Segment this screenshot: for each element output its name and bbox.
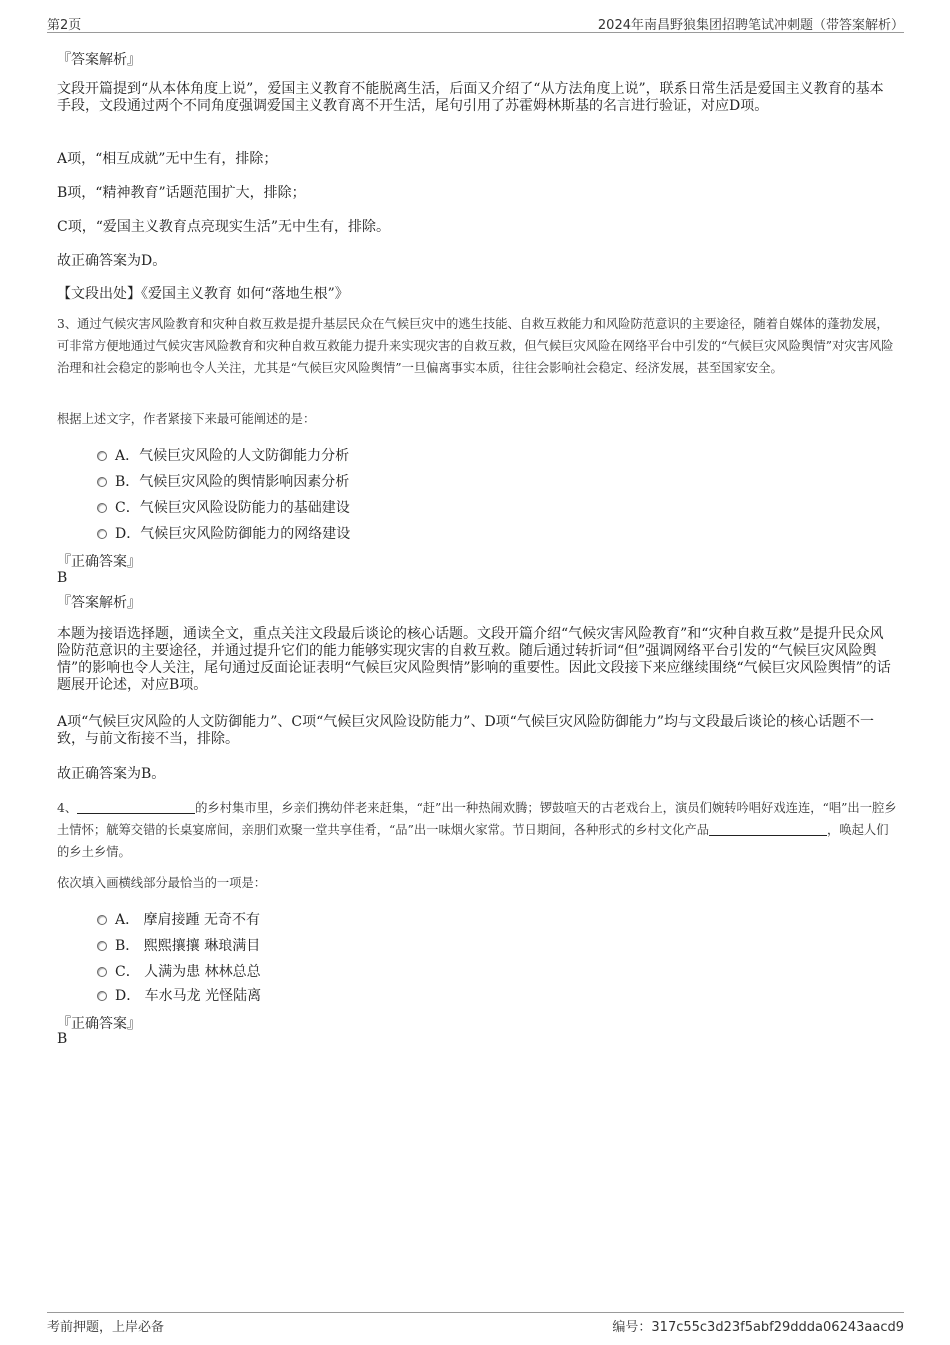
option-label: C．气候巨灾风险设防能力的基础建设 [115,500,350,516]
option-label: B．气候巨灾风险的舆情影响因素分析 [115,474,350,490]
q3-option-d[interactable] [97,523,350,543]
q2-option-b-note: B项，“精神教育”话题范围扩大，排除； [57,185,306,201]
radio-button[interactable] [97,941,107,951]
q2-conclusion: 故正确答案为D。 [57,253,167,269]
radio-button[interactable] [97,529,107,539]
q3-option-c[interactable] [97,497,350,517]
q3-other-options-note: A项“气候巨灾风险的人文防御能力”、C项“气候巨灾风险设防能力”、D项“气候巨灾风险防御能力”均与文段最后谈论的核心话题不一致，与前文衔接不当，排除。 [57,714,874,747]
q4-number: 4、 [57,801,78,815]
q2-source: 【文段出处】《爱国主义教育 如何“落地生根”》 [57,286,349,302]
radio-button[interactable] [97,477,107,487]
q4-option-d[interactable] [97,985,261,1005]
q4-stem-part1: 的乡村集市里，乡亲们携幼伴老来赶集，“赶”出一种热闹欢腾；锣鼓喧天的古老戏台上，演员们婉转吟唱好戏连连，“唱”出一腔乡土情怀；觥筹交错的长桌宴席间，亲朋们欢聚一堂共享佳肴，“品”出一味烟火家常。节日期间，各种形式的乡村文化产品 [57,801,897,837]
fill-blank-1 [77,800,195,814]
page-footer [47,1312,904,1335]
q3-option-a[interactable] [97,445,349,465]
q4-option-b[interactable] [97,935,260,955]
q4-stem-part2: ，唤起人们的乡土乡情。 [57,823,889,859]
q3-stem: 3、通过气候灾害风险教育和灾种自救互救是提升基层民众在气候巨灾中的逃生技能、自救互救能力和风险防范意识的主要途径，随着自媒体的蓬勃发展，可非常方便地通过气候灾害风险教育和灾种自救互救能力提升来实现灾害的自救互救，但气候巨灾风险在网络平台中引发的“气候巨灾风险舆情”对灾害风险治理和社会稳定的影响也令人关注，尤其是“气候巨灾风险舆情”一旦偏离事实本质，往往会影响社会稳定、经济发展，甚至国家安全。 [57,317,894,375]
radio-button[interactable] [97,451,107,461]
q3-conclusion: 故正确答案为B。 [57,766,166,782]
q2-analysis-label: 『答案解析』 [57,52,141,68]
document-serial: 编号：317c55c3d23f5abf29ddda06243aacd9 [612,1320,904,1335]
option-label: C． 人满为患 林林总总 [115,964,261,980]
page-number: 第2页 [47,18,82,33]
q3-answer-label: 『正确答案』 [57,554,141,570]
q2-option-c-note: C项，“爱国主义教育点亮现实生活”无中生有，排除。 [57,219,391,235]
radio-button[interactable] [97,503,107,513]
q4-answer: B [57,1031,68,1047]
q4-prompt: 依次填入画横线部分最恰当的一项是： [57,876,267,890]
option-label: D． 车水马龙 光怪陆离 [115,988,262,1004]
q4-option-c[interactable] [97,961,261,981]
q4-answer-label: 『正确答案』 [57,1016,141,1032]
q3-analysis-label: 『答案解析』 [57,595,141,611]
radio-button[interactable] [97,915,107,925]
footer-slogan: 考前押题，上岸必备 [47,1320,165,1335]
option-label: A． 摩肩接踵 无奇不有 [115,912,261,928]
q2-analysis-text: 文段开篇提到“从本体角度上说”，爱国主义教育不能脱离生活，后面又介绍了“从方法角度上说”，联系日常生活是爱国主义教育的基本手段，文段通过两个不同角度强调爱国主义教育离不开生活，尾句引用了苏霍姆林斯基的名言进行验证，对应D项。 [57,81,884,114]
radio-button[interactable] [97,967,107,977]
option-label: A．气候巨灾风险的人文防御能力分析 [115,448,350,464]
fill-blank-2 [709,822,827,836]
q3-answer: B [57,570,68,586]
option-label: D．气候巨灾风险防御能力的网络建设 [115,526,351,542]
q3-prompt: 根据上述文字，作者紧接下来最可能阐述的是： [57,412,316,426]
option-label: B． 熙熙攘攘 琳琅满目 [115,938,261,954]
q3-option-b[interactable] [97,471,349,491]
page-header [47,12,904,33]
q4-stem [57,797,897,863]
document-title: 2024年南昌野狼集团招聘笔试冲刺题（带答案解析） [597,18,904,33]
q3-analysis-text: 本题为接语选择题，通读全文，重点关注文段最后谈论的核心话题。文段开篇介绍“气候灾害风险教育”和“灾种自救互救”是提升民众风险防范意识的主要途径，并通过提升它们的能力能够实现灾害的自救互救。随后通过转折词“但”强调网络平台引发的“气候巨灾风险舆情”的影响也令人关注，尾句通过反面论证表明“气候巨灾风险舆情”影响的重要性。因此文段接下来应继续围绕“气候巨灾风险舆情”的话题展开论述，对应B项。 [57,626,891,693]
q4-option-a[interactable] [97,909,260,929]
q2-option-a-note: A项，“相互成就”无中生有，排除； [57,151,278,167]
radio-button[interactable] [97,991,107,1001]
